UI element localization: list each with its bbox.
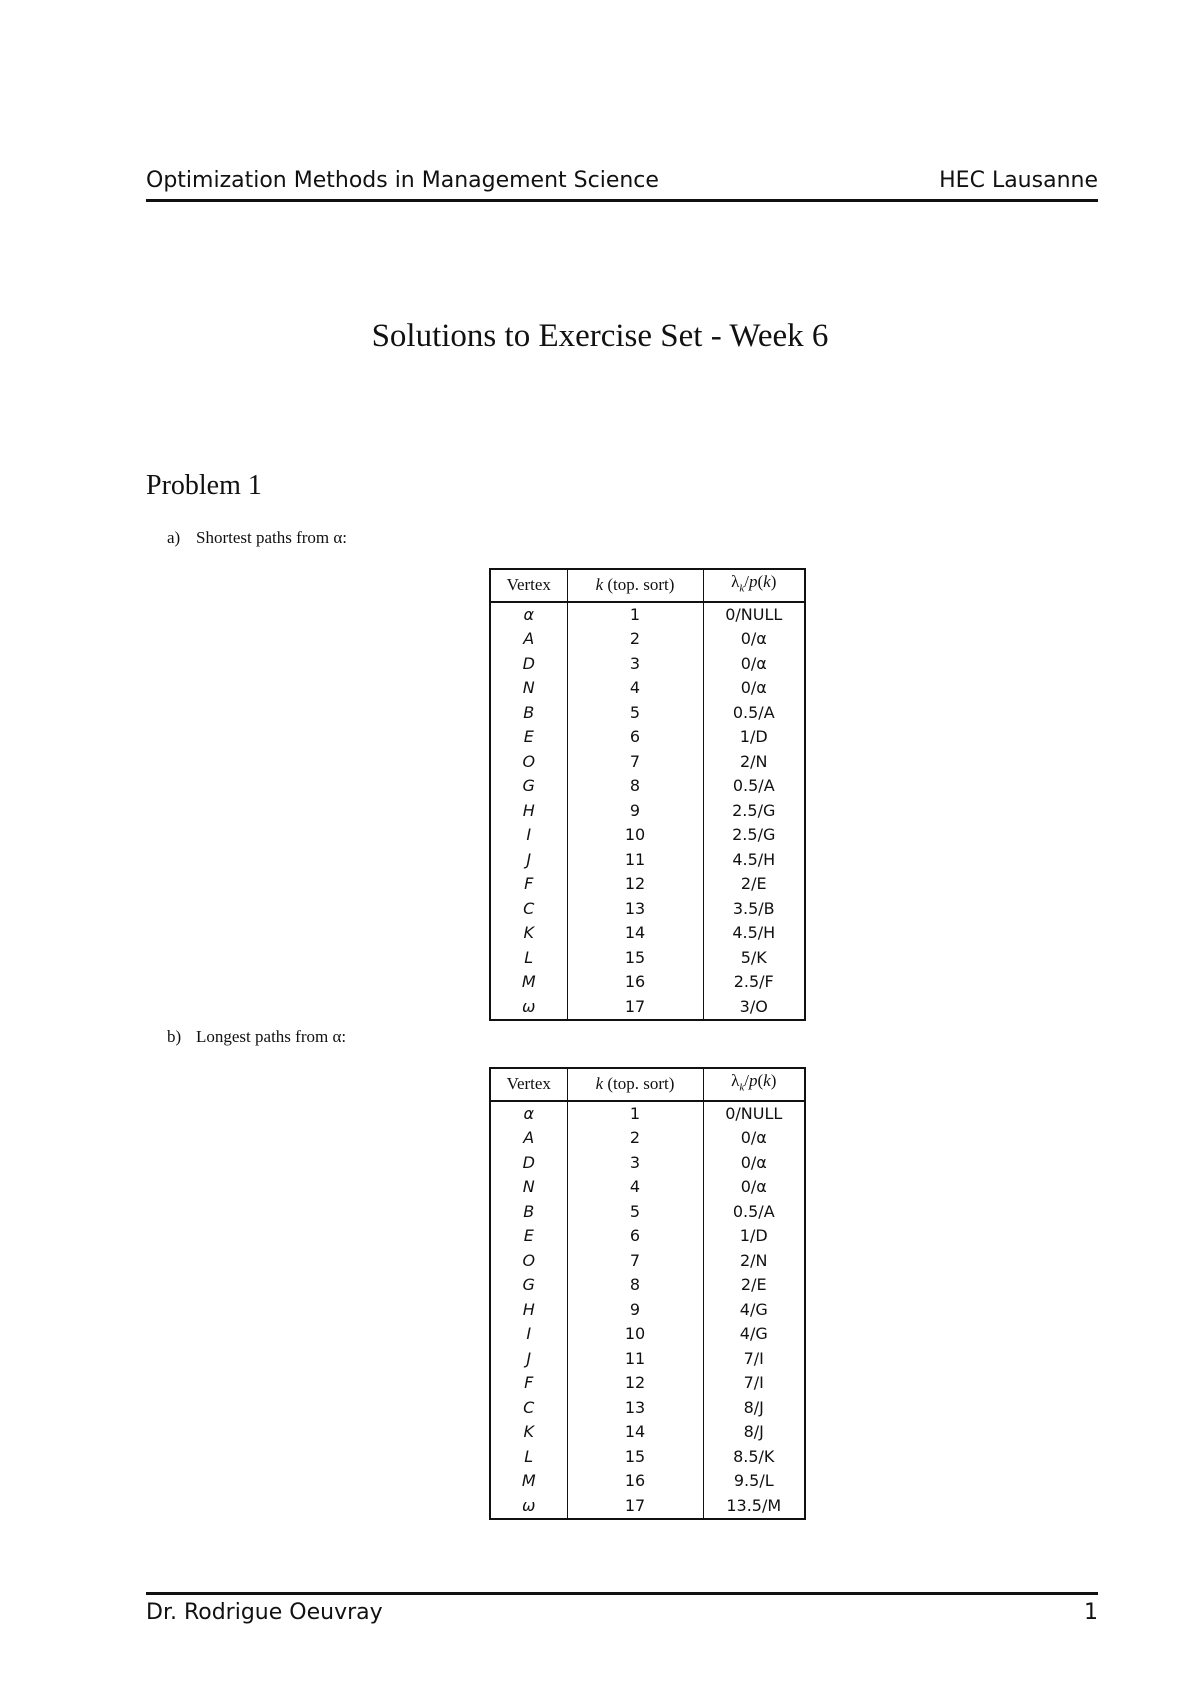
vertex-cell: G xyxy=(490,1273,567,1298)
page-header xyxy=(146,168,1098,193)
shortest-paths-table xyxy=(489,568,806,1021)
footer-rule xyxy=(146,1592,1098,1595)
table-row xyxy=(490,1101,805,1127)
column-header-vertex: Vertex xyxy=(490,569,567,602)
table-row xyxy=(490,1151,805,1176)
course-title: Optimization Methods in Management Science xyxy=(146,168,659,193)
order-cell: 13 xyxy=(567,1396,703,1421)
vertex-cell: K xyxy=(490,1420,567,1445)
table-row xyxy=(490,750,805,775)
vertex-cell: E xyxy=(490,1224,567,1249)
table-row xyxy=(490,897,805,922)
part-text: Shortest paths from α: xyxy=(196,528,348,547)
table-row xyxy=(490,1420,805,1445)
vertex-cell: C xyxy=(490,897,567,922)
label-cell: 7/I xyxy=(703,1347,805,1372)
order-cell: 11 xyxy=(567,1347,703,1372)
table-row xyxy=(490,823,805,848)
header-rule xyxy=(146,199,1098,202)
vertex-cell: A xyxy=(490,1126,567,1151)
label-cell: 0/α xyxy=(703,1175,805,1200)
order-cell: 15 xyxy=(567,946,703,971)
vertex-cell: D xyxy=(490,1151,567,1176)
column-header-k: k (top. sort) xyxy=(567,569,703,602)
table-row xyxy=(490,1249,805,1274)
table-row xyxy=(490,1445,805,1470)
order-cell: 16 xyxy=(567,970,703,995)
label-cell: 0/α xyxy=(703,627,805,652)
vertex-cell: D xyxy=(490,652,567,677)
order-cell: 15 xyxy=(567,1445,703,1470)
label-cell: 2.5/F xyxy=(703,970,805,995)
table-row xyxy=(490,701,805,726)
table-row xyxy=(490,1371,805,1396)
label-cell: 0/α xyxy=(703,676,805,701)
document-title: Solutions to Exercise Set - Week 6 xyxy=(371,318,829,354)
order-cell: 12 xyxy=(567,872,703,897)
vertex-cell: G xyxy=(490,774,567,799)
order-cell: 13 xyxy=(567,897,703,922)
column-header-lambda: $\lambda_k/p(k)$ xyxy=(703,569,805,602)
order-cell: 16 xyxy=(567,1469,703,1494)
label-cell: 0/NULL xyxy=(703,1101,805,1127)
vertex-cell: E xyxy=(490,725,567,750)
label-cell: 4.5/H xyxy=(703,921,805,946)
label-cell: 1/D xyxy=(703,1224,805,1249)
page-footer xyxy=(146,1600,1098,1625)
label-cell: 3/O xyxy=(703,995,805,1021)
column-header-k: k (top. sort) xyxy=(567,1068,703,1101)
vertex-cell: α xyxy=(490,602,567,628)
longest-paths-table xyxy=(489,1067,806,1520)
label-cell: 4/G xyxy=(703,1298,805,1323)
label-cell: 2.5/G xyxy=(703,799,805,824)
label-cell: 2.5/G xyxy=(703,823,805,848)
order-cell: 5 xyxy=(567,1200,703,1225)
order-cell: 11 xyxy=(567,848,703,873)
vertex-cell: K xyxy=(490,921,567,946)
vertex-cell: F xyxy=(490,872,567,897)
order-cell: 3 xyxy=(567,652,703,677)
order-cell: 2 xyxy=(567,627,703,652)
order-cell: 10 xyxy=(567,1322,703,1347)
table-row xyxy=(490,676,805,701)
vertex-cell: M xyxy=(490,970,567,995)
label-cell: 0.5/A xyxy=(703,774,805,799)
order-cell: 12 xyxy=(567,1371,703,1396)
order-cell: 1 xyxy=(567,1101,703,1127)
label-cell: 8/J xyxy=(703,1420,805,1445)
vertex-cell: F xyxy=(490,1371,567,1396)
table-row xyxy=(490,1347,805,1372)
school-name: HEC Lausanne xyxy=(939,168,1098,193)
label-cell: 1/D xyxy=(703,725,805,750)
table-row xyxy=(490,774,805,799)
part-letter: b) xyxy=(167,1027,182,1046)
order-cell: 6 xyxy=(567,1224,703,1249)
order-cell: 1 xyxy=(567,602,703,628)
order-cell: 8 xyxy=(567,774,703,799)
table-header-row xyxy=(490,569,805,602)
label-cell: 9.5/L xyxy=(703,1469,805,1494)
order-cell: 4 xyxy=(567,1175,703,1200)
vertex-cell: I xyxy=(490,823,567,848)
label-cell: 8/J xyxy=(703,1396,805,1421)
table-row xyxy=(490,799,805,824)
table-row xyxy=(490,995,805,1021)
label-cell: 4.5/H xyxy=(703,848,805,873)
vertex-cell: H xyxy=(490,799,567,824)
label-cell: 2/N xyxy=(703,750,805,775)
part-text: Longest paths from α: xyxy=(196,1027,347,1046)
vertex-cell: B xyxy=(490,1200,567,1225)
table-row xyxy=(490,970,805,995)
label-cell: 0.5/A xyxy=(703,1200,805,1225)
table-row xyxy=(490,1273,805,1298)
label-cell: 2/E xyxy=(703,872,805,897)
label-cell: 0/α xyxy=(703,652,805,677)
order-cell: 7 xyxy=(567,1249,703,1274)
order-cell: 4 xyxy=(567,676,703,701)
order-cell: 7 xyxy=(567,750,703,775)
vertex-cell: A xyxy=(490,627,567,652)
page-number: 1 xyxy=(1084,1600,1098,1625)
order-cell: 9 xyxy=(567,1298,703,1323)
label-cell: 3.5/B xyxy=(703,897,805,922)
table-row xyxy=(490,848,805,873)
vertex-cell: N xyxy=(490,676,567,701)
table-row xyxy=(490,872,805,897)
label-cell: 4/G xyxy=(703,1322,805,1347)
vertex-cell: B xyxy=(490,701,567,726)
column-header-vertex: Vertex xyxy=(490,1068,567,1101)
order-cell: 3 xyxy=(567,1151,703,1176)
table-row xyxy=(490,1322,805,1347)
vertex-cell: J xyxy=(490,1347,567,1372)
part-a-label xyxy=(167,528,347,548)
order-cell: 17 xyxy=(567,995,703,1021)
table-row xyxy=(490,1175,805,1200)
vertex-cell: L xyxy=(490,946,567,971)
vertex-cell: ω xyxy=(490,995,567,1021)
label-cell: 13.5/M xyxy=(703,1494,805,1520)
vertex-cell: N xyxy=(490,1175,567,1200)
vertex-cell: ω xyxy=(490,1494,567,1520)
order-cell: 14 xyxy=(567,1420,703,1445)
vertex-cell: α xyxy=(490,1101,567,1127)
vertex-cell: L xyxy=(490,1445,567,1470)
order-cell: 5 xyxy=(567,701,703,726)
table-row xyxy=(490,1396,805,1421)
table-row xyxy=(490,1469,805,1494)
order-cell: 17 xyxy=(567,1494,703,1520)
label-cell: 2/E xyxy=(703,1273,805,1298)
table-row xyxy=(490,627,805,652)
vertex-cell: I xyxy=(490,1322,567,1347)
label-cell: 0/α xyxy=(703,1126,805,1151)
table-row xyxy=(490,1494,805,1520)
label-cell: 2/N xyxy=(703,1249,805,1274)
vertex-cell: C xyxy=(490,1396,567,1421)
label-cell: 8.5/K xyxy=(703,1445,805,1470)
part-letter: a) xyxy=(167,528,181,547)
order-cell: 6 xyxy=(567,725,703,750)
label-cell: 0/NULL xyxy=(703,602,805,628)
column-header-lambda: $\lambda_k/p(k)$ xyxy=(703,1068,805,1101)
table-row xyxy=(490,1126,805,1151)
order-cell: 8 xyxy=(567,1273,703,1298)
order-cell: 9 xyxy=(567,799,703,824)
label-cell: 0/α xyxy=(703,1151,805,1176)
table-row xyxy=(490,1224,805,1249)
vertex-cell: M xyxy=(490,1469,567,1494)
vertex-cell: O xyxy=(490,750,567,775)
table-row xyxy=(490,946,805,971)
vertex-cell: H xyxy=(490,1298,567,1323)
label-cell: 7/I xyxy=(703,1371,805,1396)
order-cell: 14 xyxy=(567,921,703,946)
table-row xyxy=(490,1298,805,1323)
table-row xyxy=(490,921,805,946)
label-cell: 0.5/A xyxy=(703,701,805,726)
part-b-label xyxy=(167,1027,346,1047)
table-header-row xyxy=(490,1068,805,1101)
author-name: Dr. Rodrigue Oeuvray xyxy=(146,1600,383,1625)
label-cell: 5/K xyxy=(703,946,805,971)
vertex-cell: O xyxy=(490,1249,567,1274)
order-cell: 10 xyxy=(567,823,703,848)
vertex-cell: J xyxy=(490,848,567,873)
table-row xyxy=(490,652,805,677)
order-cell: 2 xyxy=(567,1126,703,1151)
problem-heading: Problem 1 xyxy=(146,470,262,501)
table-row xyxy=(490,1200,805,1225)
table-row xyxy=(490,602,805,628)
table-row xyxy=(490,725,805,750)
